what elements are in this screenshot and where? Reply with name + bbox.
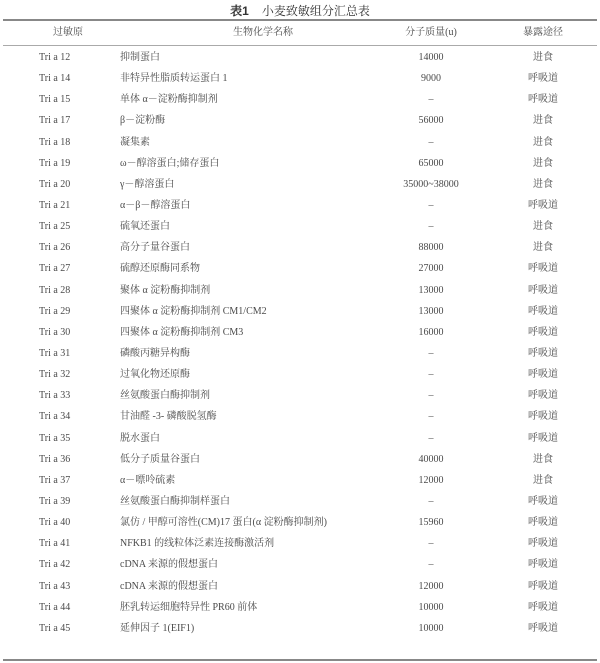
cell-exposure-route: 呼吸道 xyxy=(528,94,558,106)
cell-molecular-mass: 12000 xyxy=(418,580,444,592)
table-row xyxy=(3,322,597,343)
cell-exposure-route: 进食 xyxy=(533,242,553,254)
cell-molecular-mass: 56000 xyxy=(418,115,444,127)
table-row xyxy=(3,449,597,470)
cell-biochemical-name: 胚乳转运细胞特异性 PR60 前体 xyxy=(120,601,258,613)
table-row xyxy=(3,491,597,512)
table-caption xyxy=(0,2,600,19)
cell-biochemical-name: 低分子质量谷蛋白 xyxy=(120,453,200,465)
cell-biochemical-name: 过氧化物还原酶 xyxy=(120,369,190,381)
cell-allergen: Tri a 37 xyxy=(39,474,71,486)
cell-biochemical-name: NFKB1 的线粒体泛素连接酶激活剂 xyxy=(120,538,275,550)
cell-molecular-mass: 14000 xyxy=(418,52,444,63)
cell-molecular-mass: – xyxy=(428,369,434,381)
cell-allergen: Tri a 19 xyxy=(39,157,71,169)
cell-molecular-mass: 27000 xyxy=(418,263,444,275)
table-row xyxy=(3,385,597,406)
bottom-rule xyxy=(3,659,597,661)
table-row xyxy=(3,576,597,597)
table-row xyxy=(3,110,597,131)
cell-exposure-route: 进食 xyxy=(533,221,553,233)
cell-allergen: Tri a 25 xyxy=(39,221,71,233)
cell-exposure-route: 呼吸道 xyxy=(528,601,558,613)
cell-molecular-mass: – xyxy=(428,411,434,423)
cell-molecular-mass: – xyxy=(428,199,434,211)
cell-allergen: Tri a 32 xyxy=(39,369,71,381)
cell-molecular-mass: 12000 xyxy=(418,474,444,486)
cell-biochemical-name: 单体 α－淀粉酶抑制剂 xyxy=(120,94,218,106)
table-header xyxy=(3,22,597,43)
cell-allergen: Tri a 26 xyxy=(39,242,71,254)
table-row xyxy=(3,406,597,427)
cell-exposure-route: 呼吸道 xyxy=(528,284,558,296)
cell-allergen: Tri a 34 xyxy=(39,411,71,423)
cell-exposure-route: 呼吸道 xyxy=(528,495,558,507)
cell-allergen: Tri a 15 xyxy=(39,94,71,106)
cell-molecular-mass: 88000 xyxy=(418,242,444,254)
cell-exposure-route: 呼吸道 xyxy=(528,347,558,359)
cell-biochemical-name: 硫氧还蛋白 xyxy=(120,221,170,233)
table-row xyxy=(3,258,597,279)
cell-allergen: Tri a 17 xyxy=(39,115,71,127)
cell-biochemical-name: 延伸因子 1(EIF1) xyxy=(120,622,195,634)
header-rule xyxy=(3,45,597,46)
cell-molecular-mass: – xyxy=(428,390,434,402)
cell-exposure-route: 呼吸道 xyxy=(528,432,558,444)
cell-molecular-mass: – xyxy=(428,538,434,550)
cell-biochemical-name: 高分子量谷蛋白 xyxy=(120,242,190,254)
table-row xyxy=(3,301,597,322)
cell-molecular-mass: – xyxy=(428,221,434,233)
cell-molecular-mass: – xyxy=(428,136,434,148)
cell-allergen: Tri a 30 xyxy=(39,326,71,338)
table-row xyxy=(3,554,597,575)
cell-exposure-route: 呼吸道 xyxy=(528,326,558,338)
cell-allergen: Tri a 44 xyxy=(39,601,71,613)
cell-biochemical-name: β－淀粉酶 xyxy=(120,115,166,127)
cell-molecular-mass: 9000 xyxy=(421,73,441,85)
cell-molecular-mass: 35000~38000 xyxy=(403,178,459,190)
cell-allergen: Tri a 35 xyxy=(39,432,71,444)
table-row xyxy=(3,470,597,491)
cell-molecular-mass: 13000 xyxy=(418,305,444,317)
cell-molecular-mass: 10000 xyxy=(418,601,444,613)
cell-biochemical-name: 凝集素 xyxy=(120,136,150,148)
cell-allergen: Tri a 42 xyxy=(39,559,71,571)
cell-allergen: Tri a 43 xyxy=(39,580,71,592)
table-row xyxy=(3,533,597,554)
cell-allergen: Tri a 18 xyxy=(39,136,71,148)
cell-allergen: Tri a 14 xyxy=(39,73,71,85)
cell-biochemical-name: 磷酸丙糖异构酶 xyxy=(120,347,190,359)
table-row xyxy=(3,512,597,533)
cell-molecular-mass: 40000 xyxy=(418,453,444,465)
table-row xyxy=(3,216,597,237)
cell-molecular-mass: 10000 xyxy=(418,622,444,634)
cell-exposure-route: 呼吸道 xyxy=(528,390,558,402)
cell-allergen: Tri a 27 xyxy=(39,263,71,275)
table-row xyxy=(3,153,597,174)
cell-exposure-route: 进食 xyxy=(533,474,553,486)
cell-allergen: Tri a 33 xyxy=(39,390,71,402)
cell-molecular-mass: 65000 xyxy=(418,157,444,169)
cell-molecular-mass: – xyxy=(428,347,434,359)
cell-allergen: Tri a 36 xyxy=(39,453,71,465)
table-row xyxy=(3,597,597,618)
cell-exposure-route: 进食 xyxy=(533,115,553,127)
cell-molecular-mass: – xyxy=(428,495,434,507)
cell-exposure-route: 进食 xyxy=(533,178,553,190)
cell-exposure-route: 呼吸道 xyxy=(528,622,558,634)
cell-exposure-route: 呼吸道 xyxy=(528,538,558,550)
cell-exposure-route: 呼吸道 xyxy=(528,559,558,571)
table-row xyxy=(3,618,597,639)
header-allergen: 过敏原 xyxy=(53,27,83,38)
cell-biochemical-name: cDNA 来源的假想蛋白 xyxy=(120,559,219,571)
table-row xyxy=(3,428,597,449)
cell-molecular-mass: – xyxy=(428,432,434,444)
cell-molecular-mass: – xyxy=(428,559,434,571)
cell-molecular-mass: 16000 xyxy=(418,326,444,338)
cell-exposure-route: 呼吸道 xyxy=(528,517,558,529)
cell-biochemical-name: γ－醇溶蛋白 xyxy=(120,178,175,190)
cell-allergen: Tri a 29 xyxy=(39,305,71,317)
table-row xyxy=(3,89,597,110)
cell-biochemical-name: 四聚体 α 淀粉酶抑制剂 CM1/CM2 xyxy=(120,305,267,317)
table-number: 表1 xyxy=(230,4,249,18)
cell-allergen: Tri a 21 xyxy=(39,199,71,211)
cell-molecular-mass: 15960 xyxy=(418,517,444,529)
cell-biochemical-name: ω－醇溶蛋白;储存蛋白 xyxy=(120,157,220,169)
cell-biochemical-name: 丝氨酸蛋白酶抑制剂 xyxy=(120,390,210,402)
cell-exposure-route: 呼吸道 xyxy=(528,411,558,423)
cell-exposure-route: 呼吸道 xyxy=(528,580,558,592)
cell-biochemical-name: cDNA 来源的假想蛋白 xyxy=(120,580,219,592)
cell-allergen: Tri a 40 xyxy=(39,517,71,529)
cell-exposure-route: 呼吸道 xyxy=(528,305,558,317)
table-row xyxy=(3,237,597,258)
top-rule xyxy=(3,19,597,21)
cell-exposure-route: 进食 xyxy=(533,52,553,63)
cell-allergen: Tri a 39 xyxy=(39,495,71,507)
cell-exposure-route: 呼吸道 xyxy=(528,369,558,381)
cell-allergen: Tri a 45 xyxy=(39,622,71,634)
cell-molecular-mass: 13000 xyxy=(418,284,444,296)
cell-biochemical-name: α－嘌呤硫素 xyxy=(120,474,176,486)
cell-exposure-route: 呼吸道 xyxy=(528,263,558,275)
table-row xyxy=(3,174,597,195)
table-row xyxy=(3,195,597,216)
cell-biochemical-name: 非特异性脂质转运蛋白 1 xyxy=(120,73,228,85)
cell-exposure-route: 呼吸道 xyxy=(528,199,558,211)
cell-exposure-route: 进食 xyxy=(533,453,553,465)
cell-biochemical-name: 脱水蛋白 xyxy=(120,432,160,444)
cell-biochemical-name: 抑制蛋白 xyxy=(120,52,160,63)
header-biochemical-name: 生物化学名称 xyxy=(233,27,293,38)
cell-biochemical-name: 氯仿 / 甲醇可溶性(CM)17 蛋白(α 淀粉酶抑制剂) xyxy=(120,517,327,529)
cell-allergen: Tri a 31 xyxy=(39,347,71,359)
table-title: 小麦致敏组分汇总表 xyxy=(261,4,370,18)
cell-allergen: Tri a 12 xyxy=(39,52,71,63)
header-exposure-route: 暴露途径 xyxy=(523,27,563,38)
cell-biochemical-name: 甘油醛 -3- 磷酸脱氢酶 xyxy=(120,411,217,423)
header-molecular-mass: 分子质量(u) xyxy=(405,27,457,38)
cell-biochemical-name: 聚体 α 淀粉酶抑制剂 xyxy=(120,284,211,296)
table-row xyxy=(3,343,597,364)
cell-biochemical-name: 硫醇还原酶同系物 xyxy=(120,263,200,275)
table-row xyxy=(3,68,597,89)
cell-exposure-route: 进食 xyxy=(533,157,553,169)
cell-allergen: Tri a 28 xyxy=(39,284,71,296)
cell-biochemical-name: 四聚体 α 淀粉酶抑制剂 CM3 xyxy=(120,326,244,338)
table-row xyxy=(3,47,597,68)
cell-exposure-route: 进食 xyxy=(533,136,553,148)
cell-molecular-mass: – xyxy=(428,94,434,106)
cell-biochemical-name: α－β－醇溶蛋白 xyxy=(120,199,191,211)
table-row xyxy=(3,132,597,153)
cell-allergen: Tri a 20 xyxy=(39,178,71,190)
cell-exposure-route: 呼吸道 xyxy=(528,73,558,85)
table-row xyxy=(3,364,597,385)
cell-biochemical-name: 丝氨酸蛋白酶抑制样蛋白 xyxy=(120,495,230,507)
table-row xyxy=(3,280,597,301)
cell-allergen: Tri a 41 xyxy=(39,538,71,550)
